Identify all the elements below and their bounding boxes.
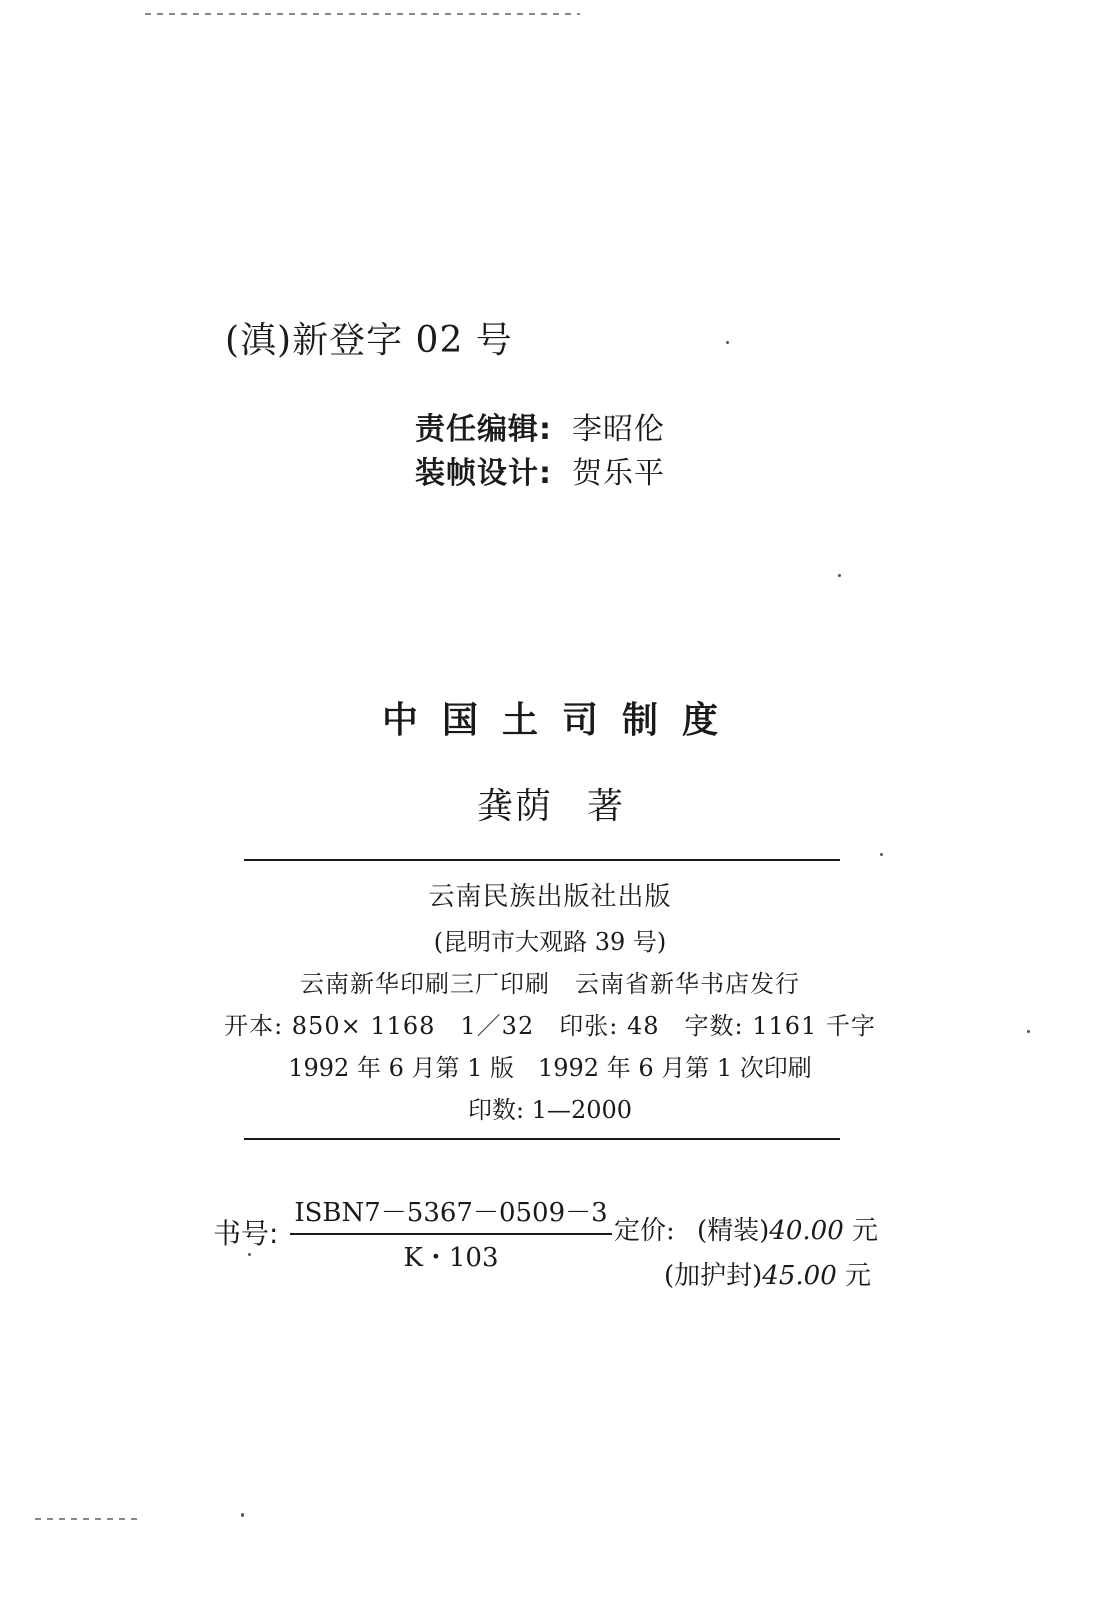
isbn-classification: K・103 (403, 1243, 499, 1273)
imprint-publisher: 云南民族出版社出版 (428, 882, 672, 912)
isbn-number: ISBN7－5367－0509－3 (290, 1192, 612, 1235)
price-label: 定价: (614, 1216, 675, 1246)
registration-number: (滇)新登字 02 号 (225, 320, 513, 361)
author-role: 著 (587, 786, 624, 827)
price-hardcover (697, 1210, 878, 1247)
scan-speck (241, 1513, 244, 1517)
price-hardcover-amount: 40.00 (769, 1216, 844, 1246)
scan-artifact-top (145, 13, 580, 15)
price-jacket-label: (加护封) (664, 1261, 763, 1291)
scan-speck (880, 853, 883, 856)
scan-speck (838, 574, 841, 577)
author-name: 龚荫 (476, 786, 553, 827)
price-currency: 元 (845, 1261, 872, 1291)
credit-designer (415, 448, 665, 492)
credit-editor (415, 404, 665, 448)
designer-name: 贺乐平 (572, 456, 665, 491)
price-jacket-amount: 45.00 (762, 1261, 837, 1291)
imprint-top-rule (244, 859, 840, 861)
price-currency: 元 (852, 1216, 879, 1246)
imprint-printer-distributor: 云南新华印刷三厂印刷 云南省新华书店发行 (300, 970, 800, 998)
isbn-label: 书号: (213, 1217, 279, 1250)
scan-speck (726, 341, 729, 344)
imprint-print-run: 印数: 1—2000 (467, 1096, 633, 1124)
imprint-format: 开本: 850× 1168 1／32 印张: 48 字数: 1161 千字 (224, 1012, 876, 1040)
editor-role: 责任编辑: (415, 412, 552, 447)
scan-speck (248, 1253, 251, 1256)
editor-name: 李昭伦 (572, 412, 665, 447)
imprint-address: (昆明市大观路 39 号) (433, 928, 667, 956)
designer-role: 装帧设计: (415, 456, 552, 491)
imprint-bottom-rule (244, 1138, 840, 1140)
price-jacket (664, 1255, 871, 1292)
scan-artifact-bottom (35, 1518, 140, 1520)
imprint-edition: 1992 年 6 月第 1 版 1992 年 6 月第 1 次印刷 (288, 1054, 812, 1082)
price-hardcover-label: (精装) (697, 1216, 770, 1246)
book-title: 中国土司制度 (381, 700, 742, 741)
book-author (0, 778, 1100, 829)
isbn-fraction (290, 1192, 612, 1274)
